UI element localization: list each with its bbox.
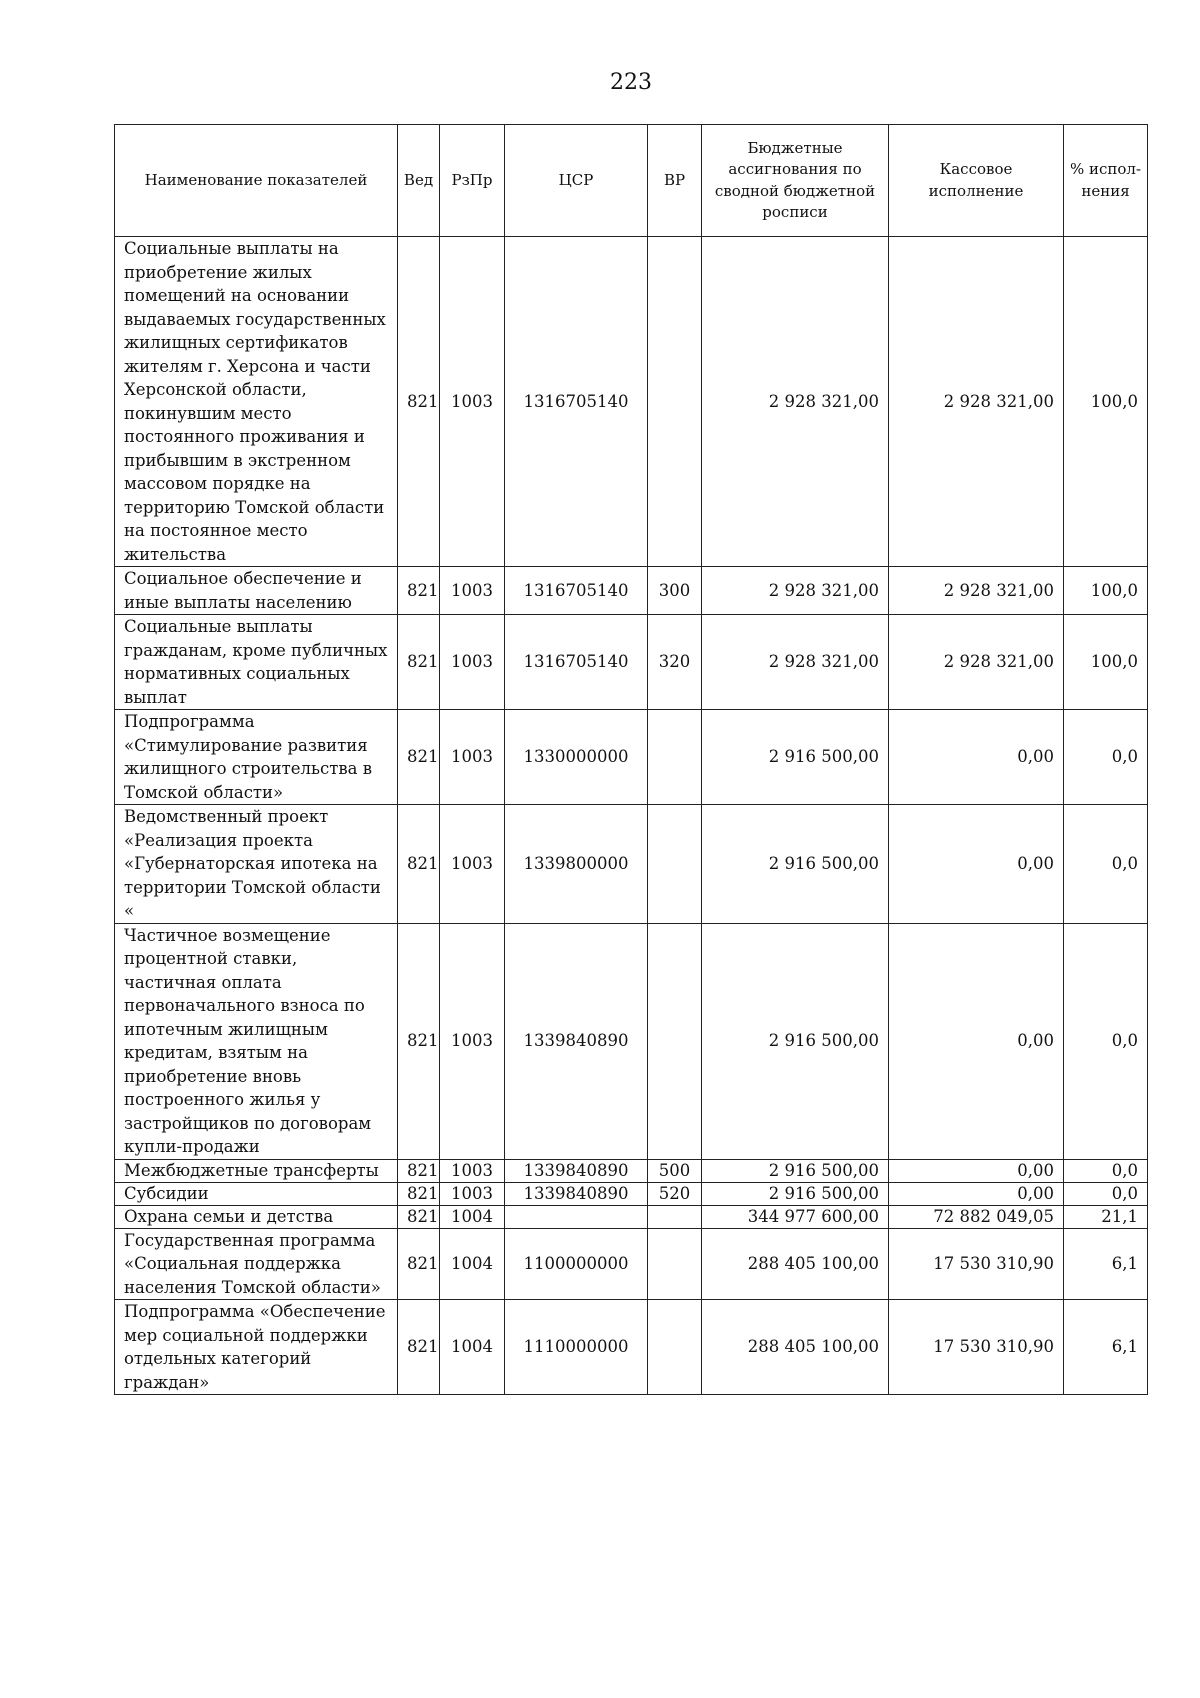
table-row bbox=[115, 710, 1148, 805]
header-rzpr: РзПр bbox=[440, 125, 505, 237]
row-ved: 821 bbox=[398, 710, 440, 805]
header-percent: % испол-нения bbox=[1064, 125, 1148, 237]
row-fact: 2 928 321,00 bbox=[889, 237, 1064, 567]
row-rzpr: 1004 bbox=[440, 1205, 505, 1228]
row-percent: 0,0 bbox=[1064, 923, 1148, 1159]
table-row bbox=[115, 615, 1148, 710]
row-name: Охрана семьи и детства bbox=[115, 1205, 398, 1228]
row-rzpr: 1003 bbox=[440, 615, 505, 710]
row-rzpr: 1003 bbox=[440, 237, 505, 567]
row-rzpr: 1003 bbox=[440, 1159, 505, 1182]
row-vr bbox=[648, 1228, 702, 1300]
row-plan: 2 916 500,00 bbox=[702, 710, 889, 805]
row-percent: 21,1 bbox=[1064, 1205, 1148, 1228]
header-vr: ВР bbox=[648, 125, 702, 237]
row-plan: 2 916 500,00 bbox=[702, 923, 889, 1159]
row-csr bbox=[505, 1205, 648, 1228]
row-plan: 2 928 321,00 bbox=[702, 237, 889, 567]
row-rzpr: 1003 bbox=[440, 567, 505, 615]
header-name: Наименование показателей bbox=[115, 125, 398, 237]
table-row bbox=[115, 1182, 1148, 1205]
row-rzpr: 1004 bbox=[440, 1300, 505, 1395]
row-csr: 1316705140 bbox=[505, 567, 648, 615]
row-name: Субсидии bbox=[115, 1182, 398, 1205]
row-fact: 0,00 bbox=[889, 805, 1064, 924]
row-fact: 17 530 310,90 bbox=[889, 1228, 1064, 1300]
row-ved: 821 bbox=[398, 805, 440, 924]
row-csr: 1316705140 bbox=[505, 237, 648, 567]
row-plan: 2 928 321,00 bbox=[702, 615, 889, 710]
row-fact: 0,00 bbox=[889, 923, 1064, 1159]
row-ved: 821 bbox=[398, 1182, 440, 1205]
row-name: Государственная программа «Социальная поддержка населения Томской области» bbox=[115, 1228, 398, 1300]
row-rzpr: 1003 bbox=[440, 1182, 505, 1205]
row-rzpr: 1003 bbox=[440, 805, 505, 924]
table-row bbox=[115, 237, 1148, 567]
row-fact: 17 530 310,90 bbox=[889, 1300, 1064, 1395]
header-plan: Бюджетные ассигнования по сводной бюджетной росписи bbox=[702, 125, 889, 237]
row-percent: 100,0 bbox=[1064, 615, 1148, 710]
row-name: Частичное возмещение процентной ставки, частичная оплата первоначального взноса по ипотечным жилищным кредитам, взятым на приобретение вновь построенного жилья у застройщиков по договорам купли-продажи bbox=[115, 923, 398, 1159]
table-row bbox=[115, 1205, 1148, 1228]
row-ved: 821 bbox=[398, 615, 440, 710]
row-vr bbox=[648, 710, 702, 805]
row-plan: 344 977 600,00 bbox=[702, 1205, 889, 1228]
row-csr: 1339840890 bbox=[505, 1159, 648, 1182]
row-vr bbox=[648, 805, 702, 924]
table-row bbox=[115, 1300, 1148, 1395]
row-csr: 1339800000 bbox=[505, 805, 648, 924]
row-fact: 0,00 bbox=[889, 1159, 1064, 1182]
table-header-row bbox=[115, 125, 1148, 237]
row-percent: 100,0 bbox=[1064, 567, 1148, 615]
table-row bbox=[115, 1228, 1148, 1300]
row-percent: 0,0 bbox=[1064, 1159, 1148, 1182]
row-vr: 500 bbox=[648, 1159, 702, 1182]
row-fact: 0,00 bbox=[889, 1182, 1064, 1205]
row-name: Социальные выплаты гражданам, кроме публичных нормативных социальных выплат bbox=[115, 615, 398, 710]
row-fact: 2 928 321,00 bbox=[889, 615, 1064, 710]
row-name: Межбюджетные трансферты bbox=[115, 1159, 398, 1182]
row-vr bbox=[648, 1300, 702, 1395]
row-rzpr: 1003 bbox=[440, 923, 505, 1159]
row-fact: 72 882 049,05 bbox=[889, 1205, 1064, 1228]
header-csr: ЦСР bbox=[505, 125, 648, 237]
row-percent: 100,0 bbox=[1064, 237, 1148, 567]
table-row bbox=[115, 1159, 1148, 1182]
row-rzpr: 1003 bbox=[440, 710, 505, 805]
row-ved: 821 bbox=[398, 923, 440, 1159]
row-percent: 6,1 bbox=[1064, 1300, 1148, 1395]
row-plan: 2 916 500,00 bbox=[702, 1159, 889, 1182]
row-csr: 1100000000 bbox=[505, 1228, 648, 1300]
page-number: 223 bbox=[610, 70, 652, 95]
row-rzpr: 1004 bbox=[440, 1228, 505, 1300]
row-vr bbox=[648, 237, 702, 567]
row-name: Социальное обеспечение и иные выплаты населению bbox=[115, 567, 398, 615]
row-plan: 2 916 500,00 bbox=[702, 1182, 889, 1205]
row-csr: 1339840890 bbox=[505, 923, 648, 1159]
row-csr: 1110000000 bbox=[505, 1300, 648, 1395]
row-fact: 0,00 bbox=[889, 710, 1064, 805]
row-percent: 0,0 bbox=[1064, 805, 1148, 924]
table-row bbox=[115, 567, 1148, 615]
row-ved: 821 bbox=[398, 1159, 440, 1182]
row-plan: 288 405 100,00 bbox=[702, 1228, 889, 1300]
row-percent: 0,0 bbox=[1064, 1182, 1148, 1205]
row-ved: 821 bbox=[398, 1300, 440, 1395]
row-plan: 2 928 321,00 bbox=[702, 567, 889, 615]
row-name: Подпрограмма «Обеспечение мер социальной поддержки отдельных категорий граждан» bbox=[115, 1300, 398, 1395]
row-ved: 821 bbox=[398, 237, 440, 567]
table-row bbox=[115, 923, 1148, 1159]
row-plan: 2 916 500,00 bbox=[702, 805, 889, 924]
row-ved: 821 bbox=[398, 567, 440, 615]
row-vr bbox=[648, 923, 702, 1159]
row-ved: 821 bbox=[398, 1228, 440, 1300]
row-vr: 300 bbox=[648, 567, 702, 615]
row-vr bbox=[648, 1205, 702, 1228]
row-name: Подпрограмма «Стимулирование развития жилищного строительства в Томской области» bbox=[115, 710, 398, 805]
header-ved: Вед bbox=[398, 125, 440, 237]
row-csr: 1339840890 bbox=[505, 1182, 648, 1205]
row-percent: 0,0 bbox=[1064, 710, 1148, 805]
row-csr: 1330000000 bbox=[505, 710, 648, 805]
row-percent: 6,1 bbox=[1064, 1228, 1148, 1300]
table-row bbox=[115, 805, 1148, 924]
header-fact: Кассовое исполнение bbox=[889, 125, 1064, 237]
row-name: Социальные выплаты на приобретение жилых помещений на основании выдаваемых государственных жилищных сертификатов жителям г. Херсона и части Херсонской области, покинувшим место постоянного проживания и прибывшим в экстренном массовом порядке на территорию Томской области на постоянное место жительства bbox=[115, 237, 398, 567]
row-vr: 320 bbox=[648, 615, 702, 710]
row-csr: 1316705140 bbox=[505, 615, 648, 710]
row-plan: 288 405 100,00 bbox=[702, 1300, 889, 1395]
row-vr: 520 bbox=[648, 1182, 702, 1205]
budget-execution-table bbox=[114, 124, 1148, 1395]
row-ved: 821 bbox=[398, 1205, 440, 1228]
row-name: Ведомственный проект «Реализация проекта «Губернаторская ипотека на территории Томской области « bbox=[115, 805, 398, 924]
row-fact: 2 928 321,00 bbox=[889, 567, 1064, 615]
